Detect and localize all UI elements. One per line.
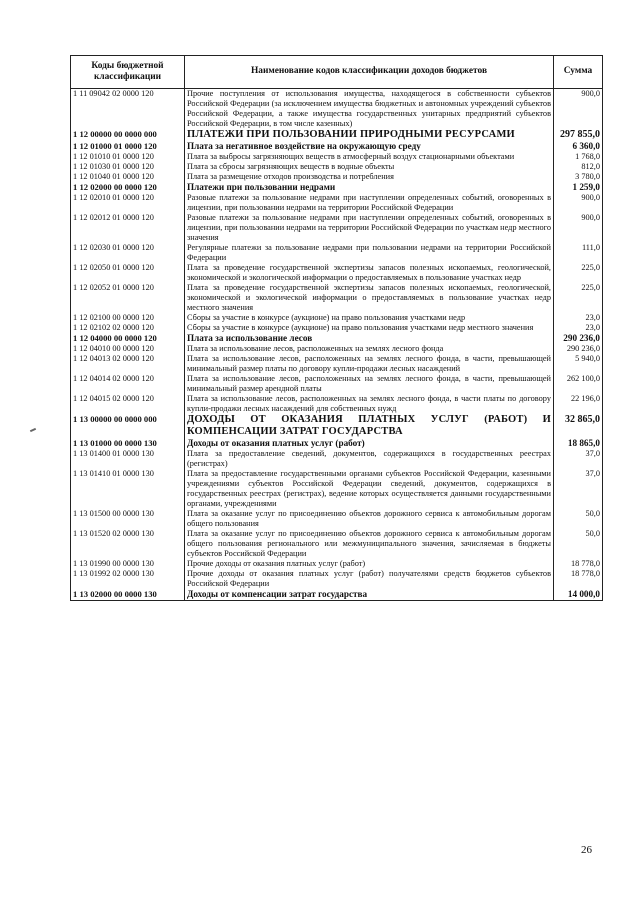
- row-code: 1 12 02052 01 0000 120: [71, 283, 185, 313]
- row-name: Разовые платежи за пользование недрами при наступлении определенных событий, оговоренных в лицензии, при пользовании недрами на территории Российской Федерации: [185, 193, 554, 213]
- table-header-row: [71, 56, 603, 89]
- row-name: Плата за проведение государственной экспертизы запасов полезных ископаемых, геологической, экономической и экологической информации о предоставляемых в пользование участках недр: [185, 263, 554, 283]
- row-sum: 18 778,0: [554, 569, 603, 589]
- row-code: 1 12 01030 01 0000 120: [71, 162, 185, 172]
- row-code: 1 12 01040 01 0000 120: [71, 172, 185, 182]
- row-sum: 32 865,0: [554, 414, 603, 438]
- table-row: [71, 193, 603, 213]
- row-sum: 23,0: [554, 313, 603, 323]
- table-row: [71, 333, 603, 344]
- table-row: [71, 152, 603, 162]
- row-code: 1 13 01992 02 0000 130: [71, 569, 185, 589]
- row-name: Плата за выбросы загрязняющих веществ в атмосферный воздух стационарными объектами: [185, 152, 554, 162]
- row-code: 1 12 02000 00 0000 120: [71, 182, 185, 193]
- table-row: [71, 414, 603, 438]
- row-sum: 23,0: [554, 323, 603, 333]
- row-sum: 290 236,0: [554, 333, 603, 344]
- row-sum: 290 236,0: [554, 344, 603, 354]
- row-name: Прочие доходы от оказания платных услуг (работ): [185, 559, 554, 569]
- row-name: Плата за использование лесов, расположенных на землях лесного фонда, в части, превышающей минимальный размер арендной платы: [185, 374, 554, 394]
- table-row: [71, 394, 603, 414]
- row-code: 1 13 01990 00 0000 130: [71, 559, 185, 569]
- row-name: Доходы от оказания платных услуг (работ): [185, 438, 554, 449]
- table-row: [71, 313, 603, 323]
- row-name: Плата за размещение отходов производства и потребления: [185, 172, 554, 182]
- header-name: Наименование кодов классификации доходов бюджетов: [185, 56, 554, 89]
- row-code: 1 13 02000 00 0000 130: [71, 589, 185, 601]
- row-code: 1 11 09042 02 0000 120: [71, 89, 185, 130]
- table-row: [71, 172, 603, 182]
- table-row: [71, 589, 603, 601]
- table-row: [71, 182, 603, 193]
- header-sum: Сумма: [554, 56, 603, 89]
- table-row: [71, 449, 603, 469]
- row-name: Плата за оказание услуг по присоединению объектов дорожного сервиса к автомобильным дорогам общего пользования регионального или межмуниципального значения, зачисляемая в бюджеты субъектов Российской Федерации: [185, 529, 554, 559]
- row-sum: 50,0: [554, 509, 603, 529]
- table-row: [71, 344, 603, 354]
- row-code: 1 12 02030 01 0000 120: [71, 243, 185, 263]
- row-code: 1 13 01410 01 0000 130: [71, 469, 185, 509]
- table-row: [71, 469, 603, 509]
- row-sum: 225,0: [554, 283, 603, 313]
- row-name: Сборы за участие в конкурсе (аукционе) на право пользования участками недр: [185, 313, 554, 323]
- row-sum: 900,0: [554, 213, 603, 243]
- row-code: 1 13 01000 00 0000 130: [71, 438, 185, 449]
- row-sum: 3 780,0: [554, 172, 603, 182]
- row-code: 1 12 04013 02 0000 120: [71, 354, 185, 374]
- row-name: Регулярные платежи за пользование недрами при пользовании недрами на территории Российской Федерации: [185, 243, 554, 263]
- row-code: 1 12 02100 00 0000 120: [71, 313, 185, 323]
- row-sum: 37,0: [554, 449, 603, 469]
- row-name: Прочие поступления от использования имущества, находящегося в собственности субъектов Российской Федерации (за исключением имущества бюджетных и автономных учреждений субъектов Российской Федерации, а также имущества государственных унитарных предприятий субъектов Российской Федерации, в том числе казенных): [185, 89, 554, 130]
- row-code: 1 12 01000 01 0000 120: [71, 141, 185, 152]
- row-name: Платежи при пользовании недрами: [185, 182, 554, 193]
- table-row: [71, 509, 603, 529]
- table-row: [71, 569, 603, 589]
- row-sum: 812,0: [554, 162, 603, 172]
- row-name: Плата за использование лесов, расположенных на землях лесного фонда, в части, превышающей минимальный размер платы по договору купли-продажи лесных насаждений: [185, 354, 554, 374]
- row-code: 1 12 00000 00 0000 000: [71, 129, 185, 141]
- row-name: Плата за негативное воздействие на окружающую среду: [185, 141, 554, 152]
- row-code: 1 12 02012 01 0000 120: [71, 213, 185, 243]
- row-sum: 225,0: [554, 263, 603, 283]
- budget-document: [70, 55, 602, 601]
- row-name: Плата за использование лесов, расположенных на землях лесного фонда, в части платы по договору купли-продажи лесных насаждений для собственных нужд: [185, 394, 554, 414]
- row-name: Плата за сбросы загрязняющих веществ в водные объекты: [185, 162, 554, 172]
- row-code: 1 12 04000 00 0000 120: [71, 333, 185, 344]
- table-row: [71, 529, 603, 559]
- row-code: 1 12 02050 01 0000 120: [71, 263, 185, 283]
- table-row: [71, 141, 603, 152]
- row-sum: 5 940,0: [554, 354, 603, 374]
- table-row: [71, 354, 603, 374]
- row-sum: 1 259,0: [554, 182, 603, 193]
- table-row: [71, 89, 603, 130]
- row-sum: 1 768,0: [554, 152, 603, 162]
- row-sum: 900,0: [554, 193, 603, 213]
- table-row: [71, 162, 603, 172]
- row-sum: 6 360,0: [554, 141, 603, 152]
- page-number: 26: [581, 844, 592, 856]
- row-sum: 900,0: [554, 89, 603, 130]
- row-sum: 37,0: [554, 469, 603, 509]
- row-name: Доходы от компенсации затрат государства: [185, 589, 554, 601]
- header-code: Коды бюджетной классификации: [71, 56, 185, 89]
- row-code: 1 13 01500 00 0000 130: [71, 509, 185, 529]
- row-code: 1 13 01520 02 0000 130: [71, 529, 185, 559]
- table-row: [71, 438, 603, 449]
- row-sum: 18 778,0: [554, 559, 603, 569]
- table-row: [71, 129, 603, 141]
- row-name: Прочие доходы от оказания платных услуг (работ) получателями средств бюджетов субъектов Российской Федерации: [185, 569, 554, 589]
- row-sum: 14 000,0: [554, 589, 603, 601]
- row-code: 1 13 00000 00 0000 000: [71, 414, 185, 438]
- row-sum: 50,0: [554, 529, 603, 559]
- row-sum: 18 865,0: [554, 438, 603, 449]
- row-sum: 297 855,0: [554, 129, 603, 141]
- row-name: Плата за предоставление государственными органами субъектов Российской Федерации, казенными учреждениями субъектов Российской Федерации сведений, документов, содержащихся в государственных реестрах (регистрах), ведение которых осуществляется данными государственными органами, учреждениями: [185, 469, 554, 509]
- row-code: 1 12 04015 02 0000 120: [71, 394, 185, 414]
- table-row: [71, 263, 603, 283]
- budget-classification-table: [70, 55, 603, 601]
- row-code: 1 12 01010 01 0000 120: [71, 152, 185, 162]
- row-sum: 262 100,0: [554, 374, 603, 394]
- row-code: 1 12 04014 02 0000 120: [71, 374, 185, 394]
- row-name: Плата за использование лесов: [185, 333, 554, 344]
- table-row: [71, 283, 603, 313]
- row-name: Сборы за участие в конкурсе (аукционе) на право пользования участками недр местного значения: [185, 323, 554, 333]
- margin-mark: [30, 428, 36, 432]
- row-name: Плата за оказание услуг по присоединению объектов дорожного сервиса к автомобильным дорогам общего пользования: [185, 509, 554, 529]
- row-name: Плата за использование лесов, расположенных на землях лесного фонда: [185, 344, 554, 354]
- table-row: [71, 559, 603, 569]
- table-body: [71, 89, 603, 601]
- row-code: 1 12 02010 01 0000 120: [71, 193, 185, 213]
- row-code: 1 13 01400 01 0000 130: [71, 449, 185, 469]
- row-name: Плата за предоставление сведений, документов, содержащихся в государственных реестрах (регистрах): [185, 449, 554, 469]
- row-name: ДОХОДЫ ОТ ОКАЗАНИЯ ПЛАТНЫХ УСЛУГ (РАБОТ) И КОМПЕНСАЦИИ ЗАТРАТ ГОСУДАРСТВА: [185, 414, 554, 438]
- table-row: [71, 243, 603, 263]
- table-row: [71, 374, 603, 394]
- table-row: [71, 323, 603, 333]
- table-row: [71, 213, 603, 243]
- row-name: ПЛАТЕЖИ ПРИ ПОЛЬЗОВАНИИ ПРИРОДНЫМИ РЕСУРСАМИ: [185, 129, 554, 141]
- row-sum: 22 196,0: [554, 394, 603, 414]
- row-sum: 111,0: [554, 243, 603, 263]
- row-code: 1 12 04010 00 0000 120: [71, 344, 185, 354]
- row-name: Разовые платежи за пользование недрами при наступлении определенных событий, оговоренных в лицензии, при пользовании недрами на территории Российской Федерации по участкам недр местного значения: [185, 213, 554, 243]
- row-code: 1 12 02102 02 0000 120: [71, 323, 185, 333]
- row-name: Плата за проведение государственной экспертизы запасов полезных ископаемых, геологической, экономической и экологической информации о предоставляемых в пользование участках недр местного значения: [185, 283, 554, 313]
